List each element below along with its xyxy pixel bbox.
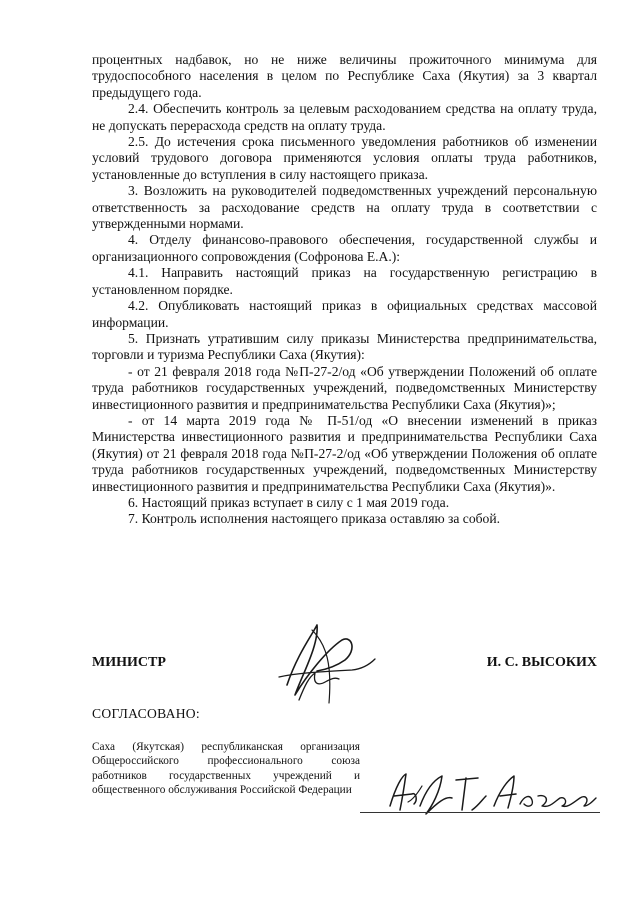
minister-signature-block — [92, 655, 597, 695]
approval-label: СОГЛАСОВАНО: — [92, 706, 201, 721]
paragraph-continuation: процентных надбавок, но не ниже величины прожиточного минимума для трудоспособного населения в целом по Республике Саха (Якутия) за 3 квартал предыдущего года. — [92, 52, 597, 100]
paragraph-5: 5. Признать утратившим силу приказы Министерства предпринимательства, торговли и туризма Республики Саха (Якутия): — [92, 330, 597, 363]
organization-handwritten-signature — [382, 766, 602, 822]
paragraph-7: 7. Контроль исполнения настоящего приказа оставляю за собой. — [128, 511, 501, 527]
minister-title: МИНИСТР — [92, 655, 166, 670]
document-body — [92, 52, 597, 528]
paragraph-3: 3. Возложить на руководителей подведомственных учреждений персональную ответственность за расходование средств на оплату труда в соответствии с утвержденными нормами. — [92, 183, 597, 232]
paragraph-4: 4. Отделу финансово-правового обеспечения, государственной службы и организационного сопровождения (Софронова Е.А.): — [92, 232, 597, 264]
minister-name: И. С. ВЫСОКИХ — [486, 655, 597, 670]
paragraph-4-2: 4.2. Опубликовать настоящий приказ в официальных средствах массовой информации. — [92, 298, 597, 330]
paragraph-5-item-2: - от 14 марта 2019 года № П-51/од «О внесении изменений в приказ Министерства инвестиционного развития и предпринимательства Республики Саха (Якутия) от 21 февраля 2018 года №П-27-2/од «Об утверждении Положения об оплате труда работников государственных учреждений, подведомственных Министерству инвестиционного развития и предпринимательства Республики Саха (Якутия)». — [92, 412, 597, 494]
minister-handwritten-signature — [257, 615, 387, 710]
approving-organization: Саха (Якутская) республиканская организация Общероссийского профессионального союза работников государственных учреждений и общественного обслуживания Российской Федерации — [92, 741, 360, 797]
signature-underline — [360, 812, 600, 813]
paragraph-6: 6. Настоящий приказ вступает в силу с 1 мая 2019 года. — [128, 494, 450, 510]
paragraph-2-5: 2.5. До истечения срока письменного уведомления работников об изменении условий трудового договора применяются условия оплаты труда работников, установленные до вступления в силу настоящего приказа. — [92, 134, 597, 182]
paragraph-2-4: 2.4. Обеспечить контроль за целевым расходованием средства на оплату труда, не допускать перерасхода средств на оплату труда. — [92, 101, 597, 133]
paragraph-4-1: 4.1. Направить настоящий приказ на государственную регистрацию в установленном порядке. — [92, 265, 597, 297]
paragraph-5-item-1: - от 21 февраля 2018 года №П-27-2/од «Об утверждении Положений об оплате труда работников государственных учреждений, подведомственных Министерству инвестиционного развития и предпринимательства Республики Саха (Якутия)»; — [92, 363, 597, 412]
